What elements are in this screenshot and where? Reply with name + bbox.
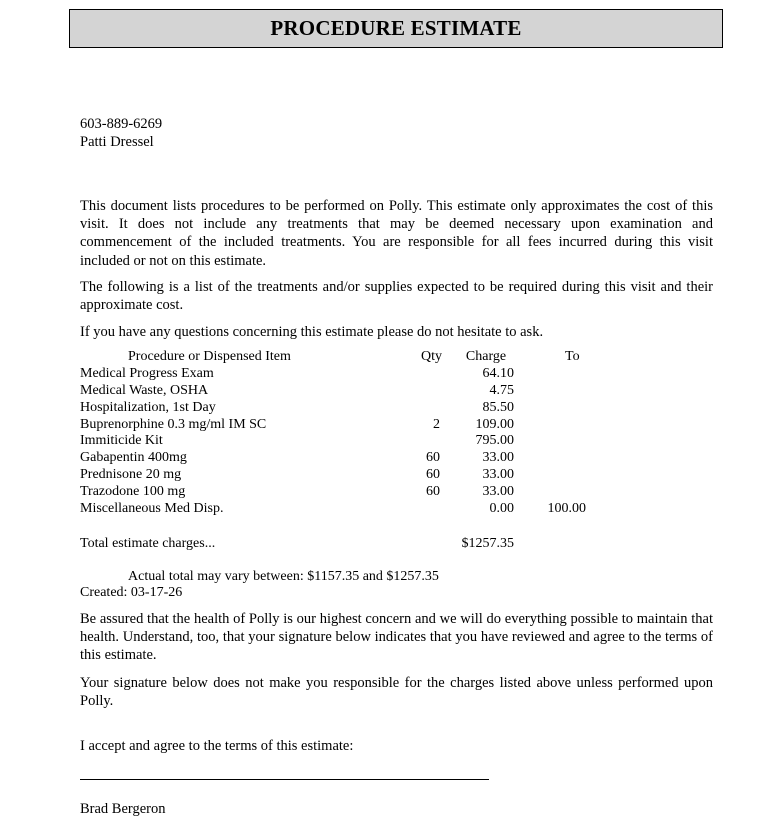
table-row xyxy=(80,483,720,500)
row-item: Medical Progress Exam xyxy=(80,366,214,381)
row-charge: 0.00 xyxy=(489,501,514,516)
header-to: To xyxy=(565,349,580,364)
table-row xyxy=(80,432,720,449)
contact-phone: 603-889-6269 xyxy=(80,116,163,132)
header-charge: Charge xyxy=(465,349,507,364)
signature-line xyxy=(80,779,489,780)
row-item: Miscellaneous Med Disp. xyxy=(80,501,224,516)
title-banner xyxy=(69,9,723,48)
row-charge: 795.00 xyxy=(475,433,514,448)
list-intro-paragraph: The following is a list of the treatments and/or supplies expected to be required during this visit and their approximate cost. xyxy=(80,279,713,314)
row-qty: 60 xyxy=(426,450,440,465)
header-item: Procedure or Dispensed Item xyxy=(128,349,291,364)
document-title: PROCEDURE ESTIMATE xyxy=(270,16,522,40)
table-header xyxy=(80,348,720,365)
row-charge: 33.00 xyxy=(482,484,514,499)
row-item: Buprenorphine 0.3 mg/ml IM SC xyxy=(80,417,267,432)
table-row xyxy=(80,365,720,382)
row-charge: 64.10 xyxy=(482,366,514,381)
row-item: Prednisone 20 mg xyxy=(80,467,182,482)
row-charge: 109.00 xyxy=(475,417,514,432)
table-row xyxy=(80,416,720,433)
row-charge: 33.00 xyxy=(482,450,514,465)
contact-name: Patti Dressel xyxy=(80,134,154,150)
row-item: Medical Waste, OSHA xyxy=(80,383,209,398)
accept-statement: I accept and agree to the terms of this estimate: xyxy=(80,738,354,754)
row-qty: 60 xyxy=(426,467,440,482)
intro-paragraph: This document lists procedures to be performed on Polly. This estimate only approximates the cost of this visit. It does not include any treatments that may be deemed necessary upon examination and commencement of the included treatments. You are responsible for all fees incurred during this visit included or not on this estimate. xyxy=(80,198,713,269)
total-row xyxy=(80,535,720,552)
table-row xyxy=(80,449,720,466)
row-item: Immiticide Kit xyxy=(80,433,163,448)
questions-paragraph: If you have any questions concerning this estimate please do not hesitate to ask. xyxy=(80,324,544,340)
range-note: Actual total may vary between: $1157.35 and $1257.35 xyxy=(128,569,439,584)
assurance-paragraph: Be assured that the health of Polly is our highest concern and we will do everything possible to maintain that health. Understand, too, that your signature below indicates that you have reviewed and agree to the terms of this estimate. xyxy=(80,611,713,664)
total-value: $1257.35 xyxy=(461,536,514,551)
table-row xyxy=(80,399,720,416)
row-qty: 2 xyxy=(433,417,440,432)
row-charge: 4.75 xyxy=(489,383,514,398)
signer-name: Brad Bergeron xyxy=(80,801,166,817)
row-item: Gabapentin 400mg xyxy=(80,450,187,465)
row-charge: 33.00 xyxy=(482,467,514,482)
table-row xyxy=(80,382,720,399)
total-label: Total estimate charges... xyxy=(80,536,216,551)
responsibility-paragraph: Your signature below does not make you responsible for the charges listed above unless performed upon Polly. xyxy=(80,675,713,710)
row-item: Trazodone 100 mg xyxy=(80,484,186,499)
row-to: 100.00 xyxy=(547,501,586,516)
created-date: Created: 03-17-26 xyxy=(80,585,183,600)
row-qty: 60 xyxy=(426,484,440,499)
header-qty: Qty xyxy=(421,349,442,364)
table-row xyxy=(80,500,720,517)
row-charge: 85.50 xyxy=(482,400,514,415)
table-row xyxy=(80,466,720,483)
row-item: Hospitalization, 1st Day xyxy=(80,400,216,415)
